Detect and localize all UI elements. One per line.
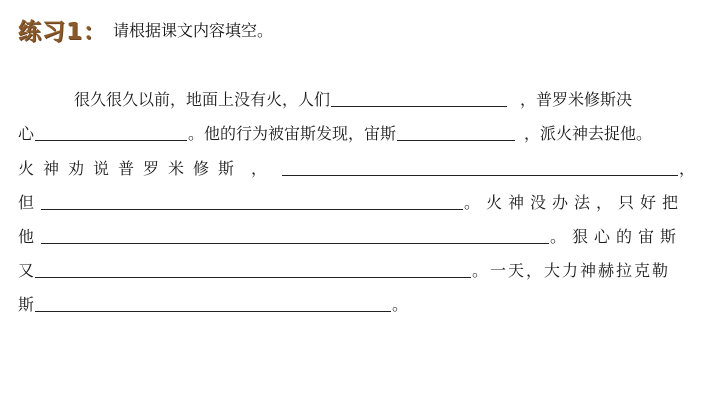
passage-text: ，派火神去捉他。 [524,124,653,143]
passage-text: 火神劝说普罗米修斯 [18,159,244,178]
passage-text: 心 [18,124,35,143]
passage-text: 很久很久以前，地面上没有火，人们 [74,90,331,109]
passage-text: 斯 [18,295,35,314]
passage-text: 。一天，大力神赫拉克勒 [472,261,671,280]
instruction-text: 请根据课文内容填空。 [113,20,274,40]
passage-line-6 [18,255,670,281]
passage-text: 。火神没办法，只好把 [464,193,685,212]
blank-5[interactable] [41,195,463,210]
blank-6[interactable] [41,229,549,244]
passage-text: 。他的行为被宙斯发现，宙斯 [188,124,397,143]
exercise-label: 练习1： [18,18,108,45]
passage-text: ， [679,159,696,178]
blank-8[interactable] [35,297,391,312]
blank-4[interactable] [282,161,678,176]
passage-text: 。 [392,295,409,314]
passage-text: 。狠心的宙斯 [550,227,683,246]
passage-line-3 [18,153,695,179]
passage-line-7 [18,289,408,315]
passage-line-2 [18,118,652,144]
exercise-header [18,14,273,44]
passage-text: ， [251,159,268,178]
passage-text: 又 [18,261,35,280]
passage-line-4 [18,187,684,213]
passage-text: 他 [18,227,35,246]
passage-line-1 [74,84,632,110]
blank-3[interactable] [397,126,515,141]
blank-1[interactable] [331,92,507,107]
blank-2[interactable] [35,126,187,141]
passage-line-5 [18,221,682,247]
passage-text: ，普罗米修斯决 [520,90,633,109]
passage-text: 但 [18,193,35,212]
blank-7[interactable] [35,263,471,278]
